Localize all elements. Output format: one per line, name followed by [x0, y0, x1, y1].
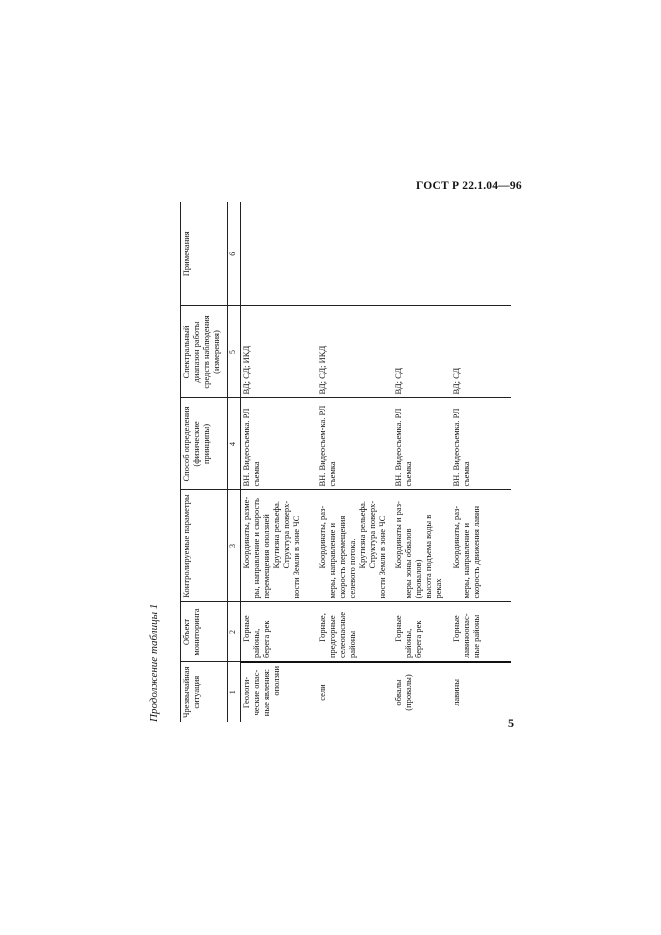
object-cell: Горные, предгорные селеопасные районы	[317, 602, 393, 662]
monitoring-table	[180, 202, 511, 722]
column-header: Объект мониторинга	[181, 602, 228, 662]
range-cell: ВД; СД; ИКД	[241, 306, 318, 398]
range-cell: ВД; СД; ИКД	[317, 306, 393, 398]
column-header: Примечания	[181, 202, 228, 306]
params-cell: Координаты и раз-меры зоны обвалов (провалов) высота подъема воды в реках	[393, 490, 451, 602]
column-header: Способ определения (физические принципы)	[181, 398, 228, 490]
notes-cell	[451, 202, 511, 306]
table-row	[451, 202, 511, 722]
range-cell: ВД; СД	[451, 306, 511, 398]
situation-group: Геологи-ческие опас-ные явления:	[241, 668, 272, 717]
object-cell: Горные районы, берега рек	[393, 602, 451, 662]
notes-cell	[317, 202, 393, 306]
column-header: Спектральный диапазон работы средств наблюдения (измерения)	[181, 306, 228, 398]
table-row	[393, 202, 451, 722]
range-cell: ВД; СД	[393, 306, 451, 398]
table-row	[241, 202, 318, 722]
table-row	[317, 202, 393, 722]
page-number: 5	[508, 716, 514, 730]
situation-cell: лавины	[451, 679, 461, 706]
column-header: Чрезвычайная ситуация	[181, 662, 228, 722]
method-cell: ВН. Видеосъем-ка. РЛ съемка	[317, 398, 393, 490]
situation-cell: сели	[317, 684, 327, 701]
column-number: 5	[228, 306, 241, 398]
params-cell: Координаты, разме-ры, направление и скорость перемещения оползней Крутизна рельефа. Структура поверх-ности Земли в зоне ЧС	[241, 490, 318, 602]
column-number: 3	[228, 490, 241, 602]
table-continuation-label: Продолжение таблицы 1	[148, 603, 160, 722]
column-number: 1	[228, 662, 241, 722]
situation-cell	[241, 662, 318, 722]
notes-cell	[241, 202, 318, 306]
gost-code: ГОСТ Р 22.1.04—96	[416, 180, 522, 192]
column-number: 2	[228, 602, 241, 662]
situation-cell: обвалы (провалы)	[393, 674, 414, 711]
column-header: Контролируемые параметры	[181, 490, 228, 602]
notes-cell	[393, 202, 451, 306]
column-number: 4	[228, 398, 241, 490]
rotated-table-area	[148, 202, 513, 722]
params-cell: Координаты, раз-меры, направление и скорость перемещения селевого потока. Крутизна рельефа. Структура поверх-ности Земли в зоне ЧС	[317, 490, 393, 602]
table-header-row	[181, 202, 228, 722]
column-number: 6	[228, 202, 241, 306]
method-cell: ВН. Видеосъемка. РЛ съемка	[451, 398, 511, 490]
object-cell: Горные районы, берега рек	[241, 602, 318, 662]
object-cell: Горные лавиноопас-ные районы	[451, 602, 511, 662]
method-cell: ВН. Видеосъемка. РЛ съемка	[393, 398, 451, 490]
params-cell: Координаты, раз-меры, направление и скорость движения лавин	[451, 490, 511, 602]
method-cell: ВН. Видеосъемка. РЛ съемка	[241, 398, 318, 490]
column-number-row	[228, 202, 241, 722]
situation-name: оползни	[271, 666, 282, 696]
